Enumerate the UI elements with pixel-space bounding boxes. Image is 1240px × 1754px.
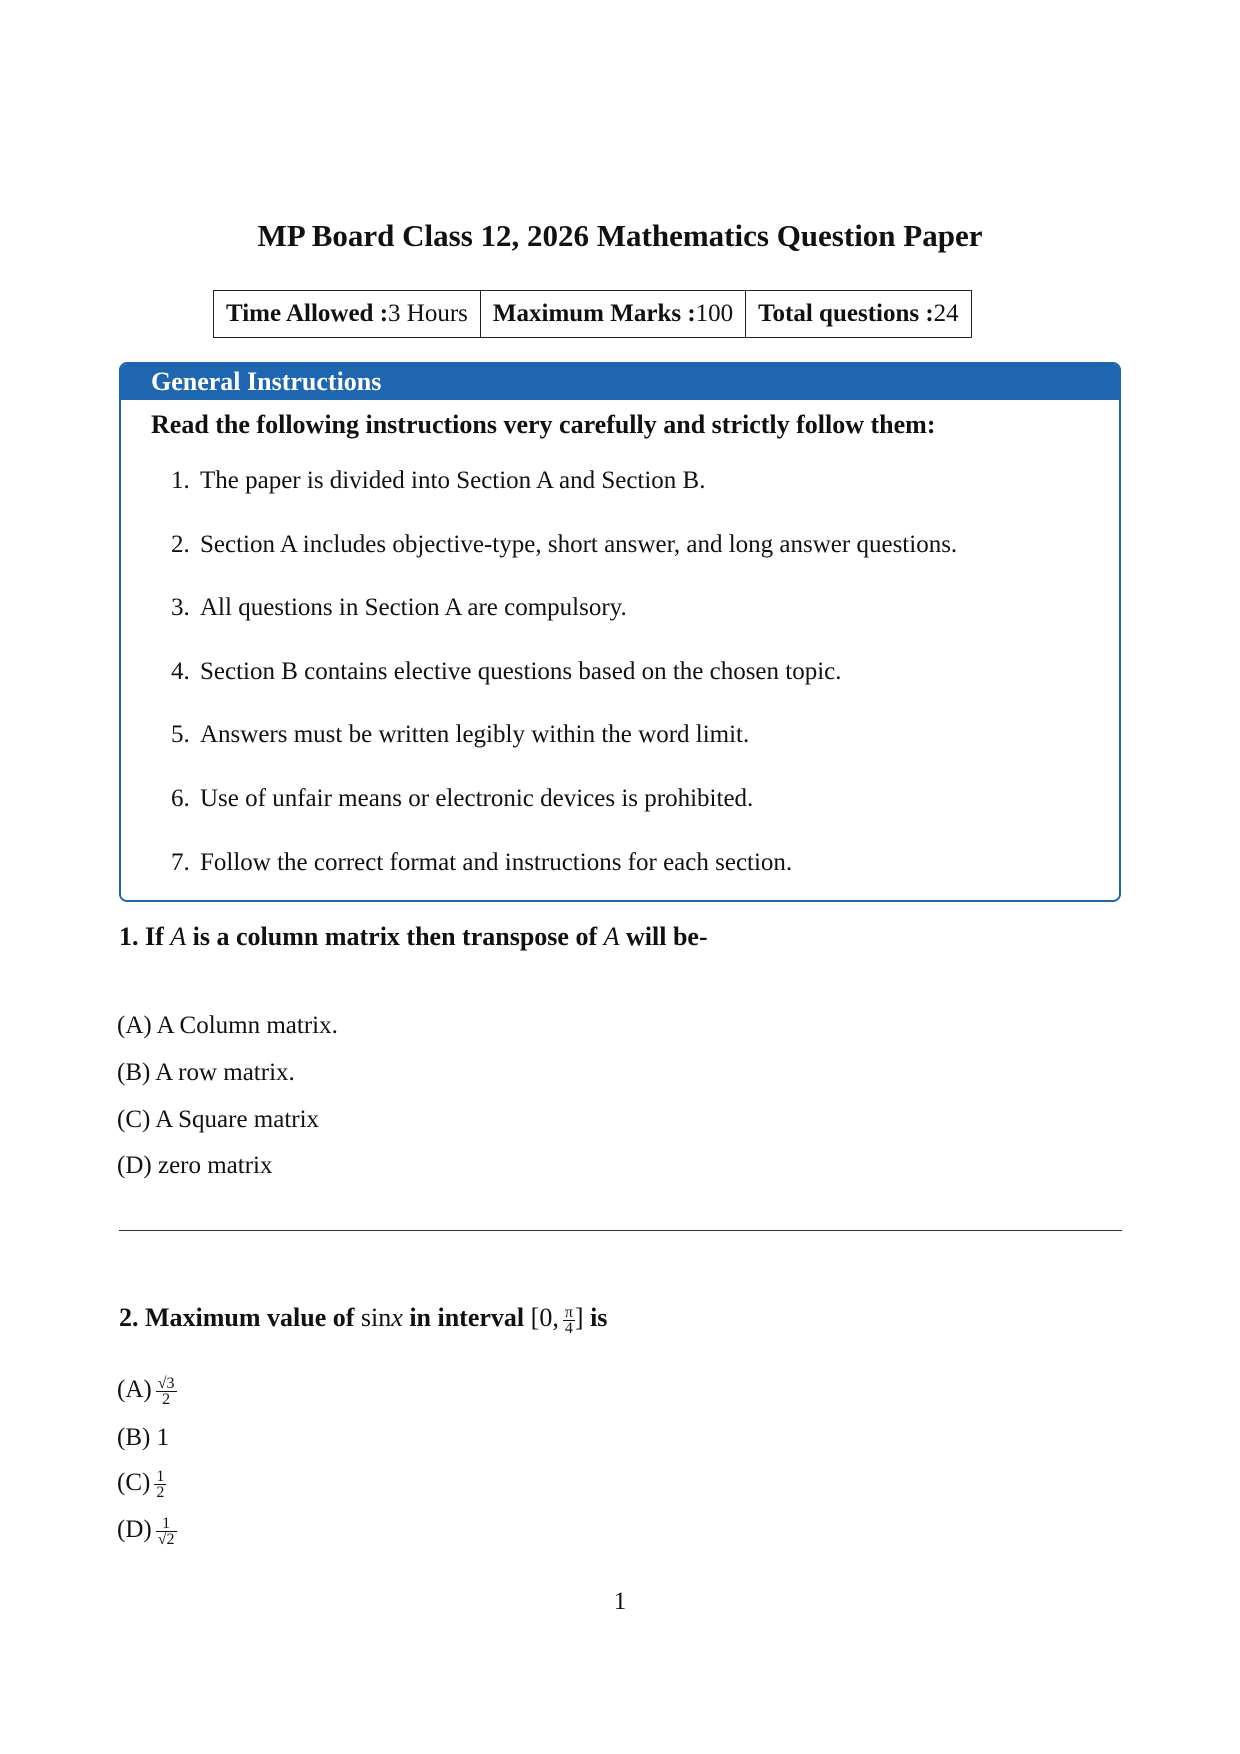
instruction-item: 5. Answers must be written legibly within the word limit.	[171, 721, 750, 749]
paper-title: MP Board Class 12, 2026 Mathematics Question Paper	[257, 218, 983, 253]
instruction-item: 7. Follow the correct format and instructions for each section.	[171, 848, 793, 876]
interval-expression: [0, $\frac{\pi}{4}$ ]	[530, 1303, 584, 1337]
q2-option-d[interactable]: (D) $\frac{1}{√2}$	[117, 1514, 175, 1548]
instruction-item: 1. The paper is divided into Section A and Section B.	[171, 467, 706, 494]
question-1	[119, 922, 708, 952]
instructions-lead: Read the following instructions very carefully and strictly follow them:	[151, 410, 936, 439]
questions-value: 24	[933, 300, 959, 327]
time-allowed	[214, 291, 481, 338]
maximum-marks	[480, 291, 745, 338]
general-instructions-box	[119, 362, 1121, 902]
time-label: Time Allowed :	[226, 300, 389, 327]
q2-option-b[interactable]: (B) 1	[117, 1424, 170, 1451]
question-divider	[119, 1230, 1122, 1231]
q2-option-c[interactable]: (C) $\frac{1}{2}$	[117, 1467, 165, 1501]
page-number: 1	[613, 1588, 627, 1615]
q1-option-a[interactable]: (A) A Column matrix.	[117, 1012, 338, 1039]
q2-option-a[interactable]: (A) $\frac{√3}{2}$	[117, 1374, 175, 1408]
instructions-list	[171, 466, 957, 902]
marks-label: Maximum Marks :	[492, 300, 696, 327]
q1-option-b[interactable]: (B) A row matrix.	[117, 1059, 295, 1086]
instruction-item: 2. Section A includes objective-type, short answer, and long answer questions.	[171, 530, 958, 558]
question-2	[119, 1303, 607, 1336]
total-questions	[746, 291, 972, 338]
exam-meta-table	[213, 290, 972, 338]
time-value: 3 Hours	[388, 300, 468, 327]
instruction-item: 6. Use of unfair means or electronic devices is prohibited.	[171, 784, 754, 812]
question-2-stem: 2. Maximum value of sinx in interval [0, $\frac{\pi}{4}$ ] is	[119, 1303, 608, 1337]
q1-option-c[interactable]: (C) A Square matrix	[117, 1106, 320, 1133]
marks-value: 100	[695, 300, 734, 327]
q1-option-d[interactable]: (D) zero matrix	[117, 1152, 273, 1179]
questions-label: Total questions :	[758, 300, 934, 327]
instruction-item: 3. All questions in Section A are compulsory.	[171, 594, 627, 622]
instruction-item: 4. Section B contains elective questions based on the chosen topic.	[171, 657, 842, 685]
question-1-stem: 1. If A is a column matrix then transpose of A will be-	[119, 922, 708, 951]
instructions-heading: General Instructions	[121, 364, 1119, 400]
